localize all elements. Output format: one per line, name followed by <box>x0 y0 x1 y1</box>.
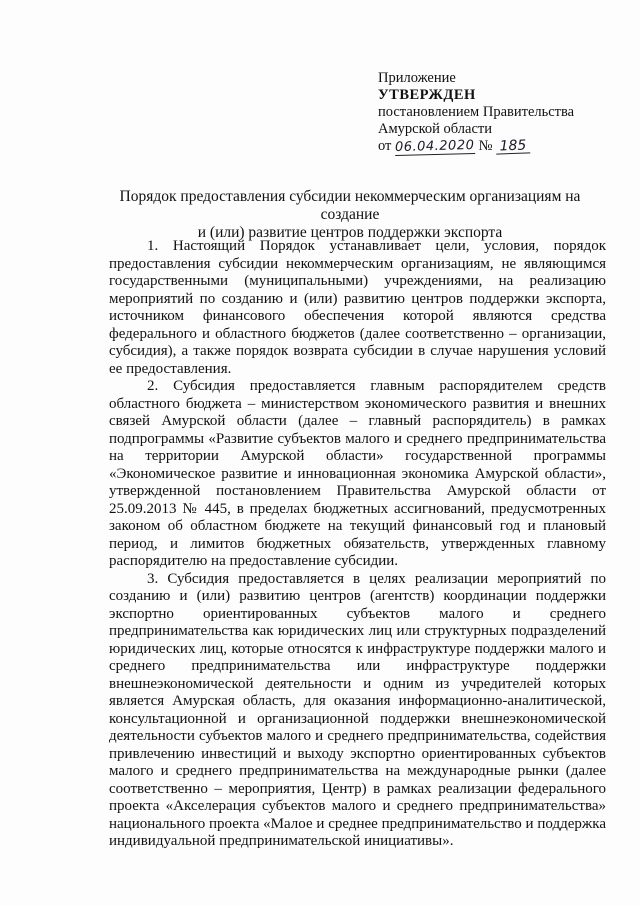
region-label: Амурской области <box>378 121 492 137</box>
approved-label: УТВЕРЖДЕН <box>378 87 476 103</box>
handwritten-date: 06.04.2020 <box>394 137 475 156</box>
title-line-1: Порядок предоставления субсидии некоммерческим организациям на создание <box>119 188 581 223</box>
resolution-label: постановлением Правительства <box>378 104 575 120</box>
paragraph-3: 3. Субсидия предоставляется в целях реализации мероприятий по созданию и (или) развитию центров (агентств) координации поддержки экспортно ориентированных субъектов малого и среднего предпринимательства как юридических лиц или структурных подразделений юридических лиц, которые относятся к инфраструктуре поддержки малого и среднего предпринимательства или инфраструктуре поддержки внешнеэкономической деятельности и одним из учредителей которых является Амурская область, для оказания информационно-аналитической, консультационной и организационной поддержки внешнеэкономической деятельности субъектов малого и среднего предпринимательства, содействия привлечению инвестиций и выходу экспортно ориентированных субъектов малого и среднего предпринимательства на международные рынки (далее соответственно – мероприятия, Центр) в рамках реализации федерального проекта «Акселерация субъектов малого и среднего предпринимательства» национального проекта «Малое и среднее предпринимательство и поддержка индивидуальной предпринимательской инициативы». <box>109 570 606 849</box>
paragraph-1: 1. Настоящий Порядок устанавливает цели, условия, порядок предоставления субсидии некоммерческим организациям, не являющимся государственными (муниципальными) учреждениями, на реализацию мероприятий по созданию и (или) развитию центров поддержки экспорта, источником финансового обеспечения которой являются средства федерального и областного бюджетов (далее соответственно – организации, субсидия), а также порядок возврата субсидии в случае нарушения условий ее предоставления. <box>109 238 606 377</box>
date-number-line <box>378 138 628 155</box>
paragraph-2: 2. Субсидия предоставляется главным распорядителем средств областного бюджета – министерством экономического развития и внешних связей Амурской области (далее – главный распорядитель) в рамках подпрограммы «Развитие субъектов малого и среднего предпринимательства на территории Амурской области» государственной программы «Экономическое развитие и инновационная экономика Амурской области», утвержденной постановлением Правительства Амурской области от 25.09.2013 № 445, в пределах бюджетных ассигнований, предусмотренных законом об областном бюджете на текущий финансовый год и плановый период, и лимитов бюджетных обязательств, утвержденных главному распорядителю на предоставление субсидии. <box>109 378 606 569</box>
title-line-2: и (или) развитие центров поддержки экспорта <box>197 224 503 241</box>
handwritten-number: 185 <box>496 138 531 154</box>
document-title <box>90 188 610 242</box>
approval-block <box>378 70 628 155</box>
number-sign: № <box>478 138 493 154</box>
date-prefix: от <box>378 138 392 154</box>
document-body <box>109 238 606 851</box>
appendix-label: Приложение <box>378 70 456 86</box>
